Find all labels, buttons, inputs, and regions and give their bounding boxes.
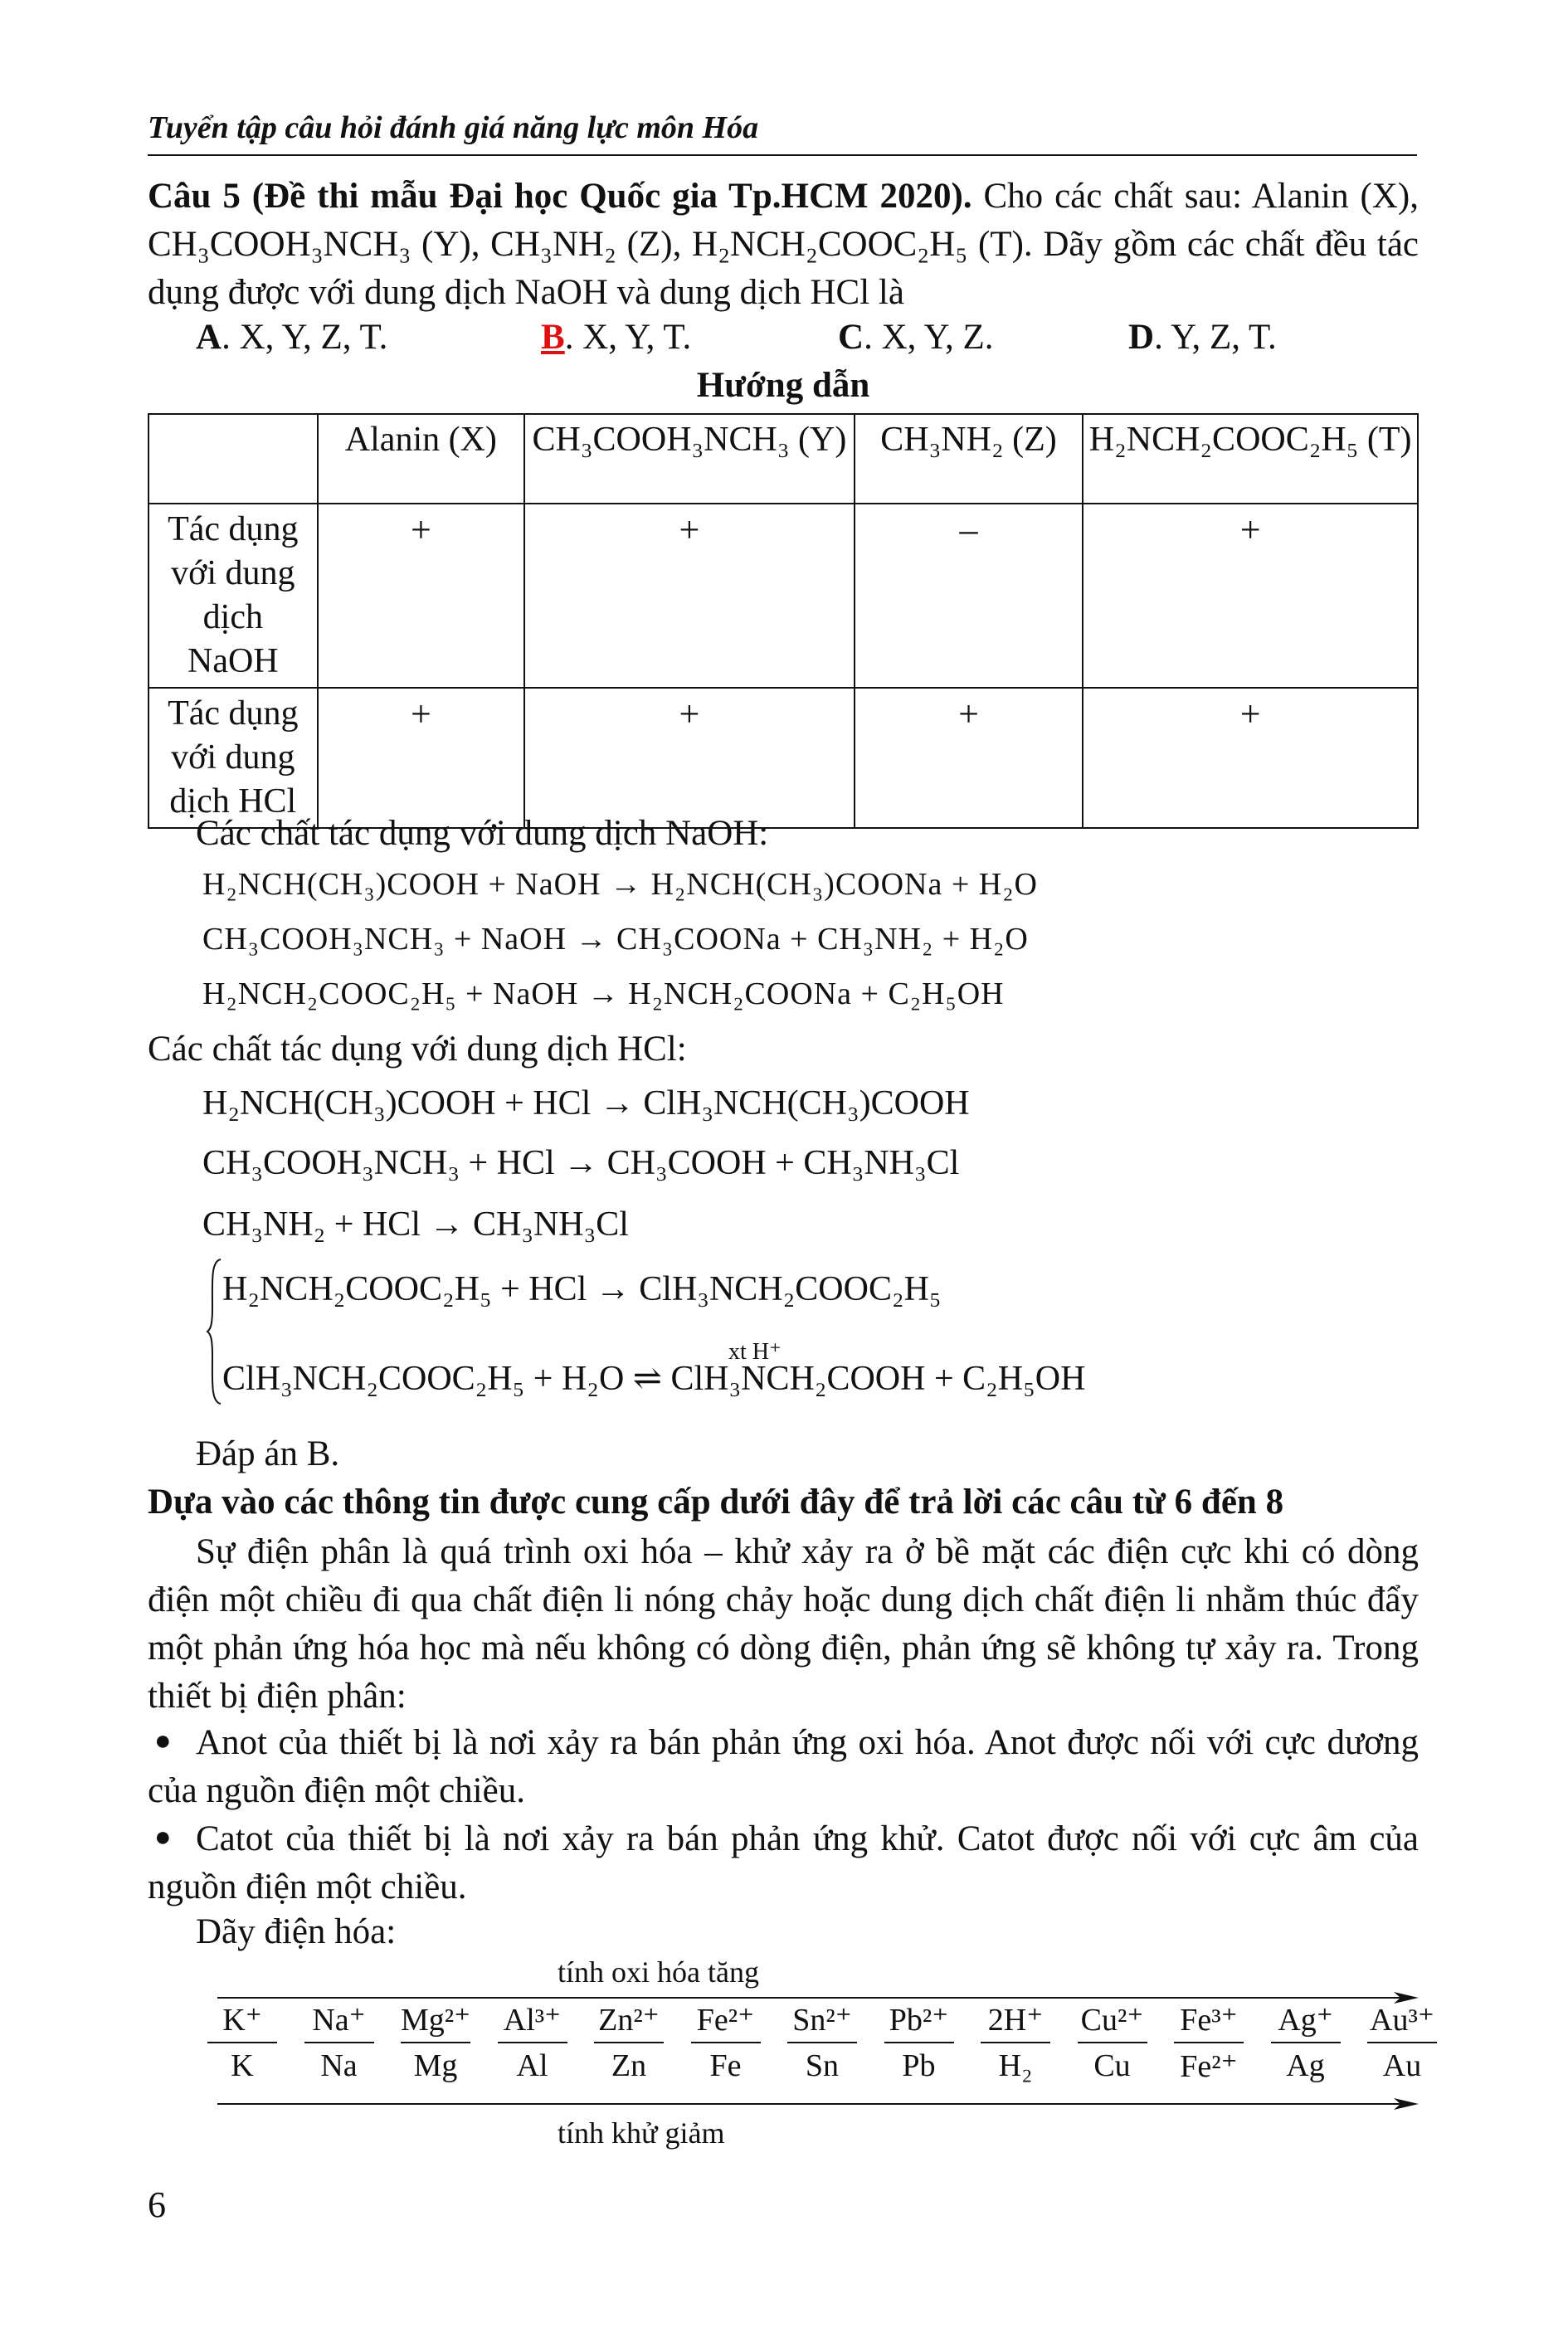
series-metal: Fe <box>709 2048 742 2083</box>
naoh-equation-1: H₂NCH(CH₃)COOH + NaOH → H₂NCH(CH₃)COONa + H₂O <box>202 867 1038 902</box>
series-ion: Mg²⁺ <box>401 2001 470 2043</box>
cell-naoh-x: + <box>318 504 524 688</box>
question-title: Câu 5 (Đề thi mẫu Đại học Quốc gia Tp.HCM 2020). <box>148 177 972 216</box>
cell-naoh-y: + <box>524 504 855 688</box>
hcl-equation-1: H₂NCH(CH₃)COOH + HCl → ClH₃NCH(CH₃)COOH <box>202 1084 970 1122</box>
option-c: C. X, Y, Z. <box>838 318 994 357</box>
series-title: Dãy điện hóa: <box>196 1912 397 1951</box>
series-ion: Zn²⁺ <box>594 2001 664 2043</box>
series-ion: Pb²⁺ <box>884 2001 954 2043</box>
series-metal: Sn <box>805 2048 840 2083</box>
hcl-equation-3: CH₃NH₂ + HCl → CH₃NH₃Cl <box>202 1205 629 1244</box>
series-metal: H₂ <box>998 2048 1033 2083</box>
series-ion: Ag⁺ <box>1271 2001 1341 2043</box>
row-label-naoh: Tác dụng với dung dịch NaOH <box>149 504 318 688</box>
bullet-dot-1: ● <box>154 1726 172 1756</box>
series-metal: Mg <box>413 2048 458 2083</box>
table-header-t: H₂NCH₂COOC₂H₅ (T) <box>1083 414 1418 504</box>
reduction-label: tính khử giảm <box>558 2116 725 2150</box>
guide-title: Hướng dẫn <box>696 366 870 405</box>
bullet-dot-2: ● <box>154 1822 172 1853</box>
table-header-x: Alanin (X) <box>318 414 524 504</box>
option-b: B. X, Y, T. <box>541 318 692 357</box>
table-header-row <box>149 414 1418 504</box>
series-ion: Fe³⁺ <box>1174 2001 1244 2043</box>
hcl-equation-2: CH₃COOH₃NCH₃ + HCl → CH₃COOH + CH₃NH₃Cl <box>202 1144 960 1182</box>
cell-naoh-t: + <box>1083 504 1418 688</box>
hcl-equation-4: H₂NCH₂COOC₂H₅ + HCl → ClH₃NCH₂COOC₂H₅ <box>222 1270 942 1308</box>
hcl-equation-5: ClH₃NCH₂COOC₂H₅ + H₂O ⇌ ClH₃NCH₂COOH + C₂H₅OH <box>222 1360 1086 1398</box>
answer-line: Đáp án B. <box>196 1434 340 1473</box>
system-brace <box>206 1258 222 1405</box>
naoh-equation-2: CH₃COOH₃NCH₃ + NaOH → CH₃COONa + CH₃NH₂ + H₂O <box>202 922 1029 957</box>
cell-hcl-y: + <box>524 688 855 828</box>
guide-table <box>148 413 1419 829</box>
series-metal: Au <box>1382 2048 1422 2083</box>
running-header: Tuyển tập câu hỏi đánh giá năng lực môn Hóa <box>148 110 1417 156</box>
table-row-naoh <box>149 504 1418 688</box>
option-d: D. Y, Z, T. <box>1128 318 1277 357</box>
series-ion: Fe²⁺ <box>691 2001 761 2043</box>
page-number: 6 <box>148 2184 166 2225</box>
cell-hcl-z: + <box>855 688 1083 828</box>
series-ion: K⁺ <box>207 2001 277 2043</box>
cell-hcl-t: + <box>1083 688 1418 828</box>
series-metal: Cu <box>1093 2048 1131 2083</box>
cell-hcl-x: + <box>318 688 524 828</box>
series-metal: Zn <box>611 2048 647 2083</box>
table-header-y: CH₃COOH₃NCH₃ (Y) <box>524 414 855 504</box>
reduction-arrow <box>217 2096 1420 2112</box>
question-text: Cho các chất sau: Alanin (X), CH₃COOH₃NCH₃ (Y), CH₃NH₂ (Z), H₂NCH₂COOC₂H₅ (T). Dãy gồm các chất đều tác dụng được với dung dịch NaOH và dung dịch HCl là <box>148 177 1419 312</box>
hcl-intro: Các chất tác dụng với dung dịch HCl: <box>148 1030 687 1069</box>
oxidation-label: tính oxi hóa tăng <box>558 1955 759 1989</box>
series-ion: 2H⁺ <box>981 2001 1050 2043</box>
series-metal: Al <box>516 2048 548 2083</box>
bullet-anode: Anot của thiết bị là nơi xảy ra bán phản ứng oxi hóa. Anot được nối với cực dương của nguồn điện một chiều. <box>148 1723 1419 1810</box>
series-ion: Na⁺ <box>304 2001 374 2043</box>
series-ion: Cu²⁺ <box>1078 2001 1147 2043</box>
catalyst-label: xt H⁺ <box>728 1339 782 1365</box>
series-metal: K <box>231 2048 254 2083</box>
series-metal: Na <box>320 2048 358 2083</box>
cell-naoh-z: – <box>855 504 1083 688</box>
series-metal: Ag <box>1286 2048 1325 2083</box>
row-label-hcl: Tác dụng với dung dịch HCl <box>149 688 318 828</box>
bullet-cathode: Catot của thiết bị là nơi xảy ra bán phản ứng khử. Catot được nối với cực âm của nguồn điện một chiều. <box>148 1819 1419 1906</box>
series-ion: Sn²⁺ <box>787 2001 857 2043</box>
series-metal: Pb <box>902 2048 936 2083</box>
question-5 <box>148 173 1419 317</box>
option-a: A. X, Y, Z, T. <box>196 318 388 357</box>
naoh-intro: Các chất tác dụng với dung dịch NaOH: <box>196 814 769 853</box>
table-header-z: CH₃NH₂ (Z) <box>855 414 1083 504</box>
section-title: Dựa vào các thông tin được cung cấp dưới đây để trả lời các câu từ 6 đến 8 <box>148 1483 1284 1522</box>
naoh-equation-3: H₂NCH₂COOC₂H₅ + NaOH → H₂NCH₂COONa + C₂H₅OH <box>202 976 1005 1011</box>
series-ion: Au³⁺ <box>1367 2001 1437 2043</box>
series-metal: Fe²⁺ <box>1180 2049 1238 2084</box>
electrolysis-paragraph: Sự điện phân là quá trình oxi hóa – khử xảy ra ở bề mặt các điện cực khi có dòng điện một chiều đi qua chất điện li nóng chảy hoặc dung dịch chất điện li nhằm thúc đẩy một phản ứng hóa học mà nếu không có dòng điện, phản ứng sẽ không tự xảy ra. Trong thiết bị điện phân: <box>148 1532 1419 1716</box>
series-ion: Al³⁺ <box>498 2001 567 2043</box>
table-corner-cell <box>149 414 318 504</box>
table-row-hcl <box>149 688 1418 828</box>
